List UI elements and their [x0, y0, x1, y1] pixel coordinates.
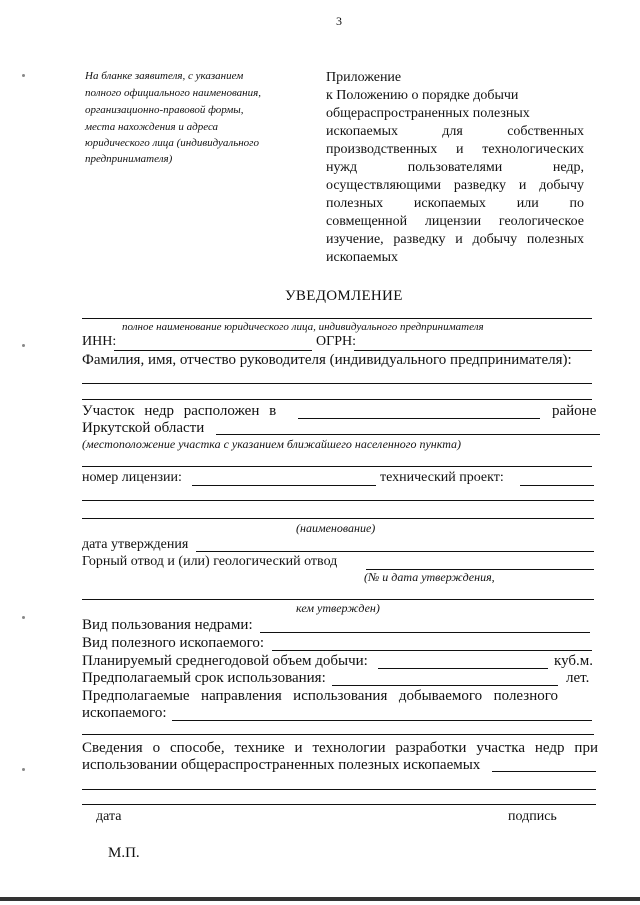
- license-line: [192, 485, 376, 486]
- allotment-caption: (№ и дата утверждения,: [364, 570, 495, 584]
- project-label: технический проект:: [380, 470, 504, 485]
- mineral-type-line: [272, 650, 592, 651]
- signature-label: подпись: [508, 809, 557, 824]
- term-unit: лет.: [566, 670, 590, 686]
- appendix-line: общераспространенных полезных: [326, 106, 530, 121]
- applicant-note-line: полного официального наименования,: [85, 87, 261, 99]
- method-line: [492, 771, 596, 772]
- project-line-2: [82, 500, 594, 501]
- applicant-note-line: предпринимателя): [85, 153, 173, 165]
- approval-date-label: дата утверждения: [82, 537, 189, 552]
- approved-by-caption: кем утвержден): [296, 601, 380, 615]
- appendix-line: осуществляющими разведку и добычу: [326, 178, 584, 193]
- allotment-label: Горный отвод и (или) геологический отвод: [82, 554, 338, 569]
- inn-label: ИНН:: [82, 334, 117, 349]
- appendix-line: производственных и технологических: [326, 142, 584, 157]
- director-label: Фамилия, имя, отчество руководителя (индивидуального предпринимателя):: [82, 352, 572, 368]
- appendix-line: полезных ископаемых или по: [326, 196, 584, 211]
- appendix-line: к Положению о порядке добычи: [326, 88, 519, 103]
- allotment-line-2: [82, 599, 594, 600]
- appendix-line: изучение, разведку и добычу полезных: [326, 232, 584, 247]
- region-label: Иркутской области: [82, 420, 205, 436]
- location-caption: (местоположение участка с указанием ближайшего населенного пункта): [82, 437, 462, 451]
- directions-label-cont: ископаемого:: [82, 705, 167, 721]
- director-line: [82, 383, 592, 384]
- scan-mark: [22, 616, 25, 619]
- directions-line-2: [82, 734, 594, 735]
- project-line-3: [82, 518, 594, 519]
- applicant-note-line: На бланке заявителя, с указанием: [85, 70, 244, 82]
- approval-date-line: [196, 551, 594, 552]
- volume-unit: куб.м.: [554, 653, 594, 669]
- document-heading: УВЕДОМЛЕНИЕ: [285, 288, 403, 304]
- date-label: дата: [96, 809, 122, 824]
- volume-label: Планируемый среднегодовой объем добычи:: [82, 653, 368, 669]
- applicant-note-line: юридического лица (индивидуального: [85, 137, 259, 149]
- inn-line: [114, 350, 312, 351]
- appendix-title: Приложение: [326, 70, 402, 85]
- appendix-line: ископаемых для собственных: [326, 124, 584, 139]
- term-label: Предполагаемый срок использования:: [82, 670, 326, 686]
- method-label: Сведения о способе, технике и технологии разработки участка недр при: [82, 740, 598, 756]
- appendix-line: ископаемых: [326, 250, 398, 265]
- volume-line: [378, 668, 548, 669]
- name-caption: (наименование): [296, 521, 376, 535]
- method-line-2: [82, 789, 596, 790]
- site-label: Участок недр расположен в: [82, 403, 277, 419]
- director-line-2: [82, 399, 592, 400]
- page-number: 3: [336, 14, 342, 28]
- scan-mark: [22, 344, 25, 347]
- full-name-caption: полное наименование юридического лица, индивидуального предпринимателя: [122, 321, 484, 333]
- ogrn-label: ОГРН:: [316, 334, 356, 349]
- directions-label: Предполагаемые направления использования добываемого полезного: [82, 688, 558, 704]
- scan-bottom-edge: [0, 897, 640, 901]
- method-label-cont: использовании общераспространенных полезных ископаемых: [82, 757, 481, 773]
- district-line: [298, 418, 540, 419]
- license-label: номер лицензии:: [82, 470, 182, 485]
- applicant-note-line: места нахождения и адреса: [85, 121, 219, 133]
- applicant-note-line: организационно-правовой формы,: [85, 104, 244, 116]
- seal-label: М.П.: [108, 845, 140, 861]
- location-line: [82, 466, 592, 467]
- term-line: [332, 685, 558, 686]
- method-line-3: [82, 804, 596, 805]
- district-label: районе: [552, 403, 597, 419]
- region-line: [216, 434, 600, 435]
- use-type-label: Вид пользования недрами:: [82, 617, 253, 633]
- appendix-line: совмещенной лицензии геологическое: [326, 214, 584, 229]
- project-line: [520, 485, 594, 486]
- use-type-line: [260, 632, 590, 633]
- mineral-type-label: Вид полезного ископаемого:: [82, 635, 265, 651]
- appendix-line: нужд пользователями недр,: [326, 160, 584, 175]
- directions-line: [172, 720, 592, 721]
- scan-mark: [22, 74, 25, 77]
- ogrn-line: [354, 350, 592, 351]
- full-name-line: [82, 318, 592, 319]
- scan-mark: [22, 768, 25, 771]
